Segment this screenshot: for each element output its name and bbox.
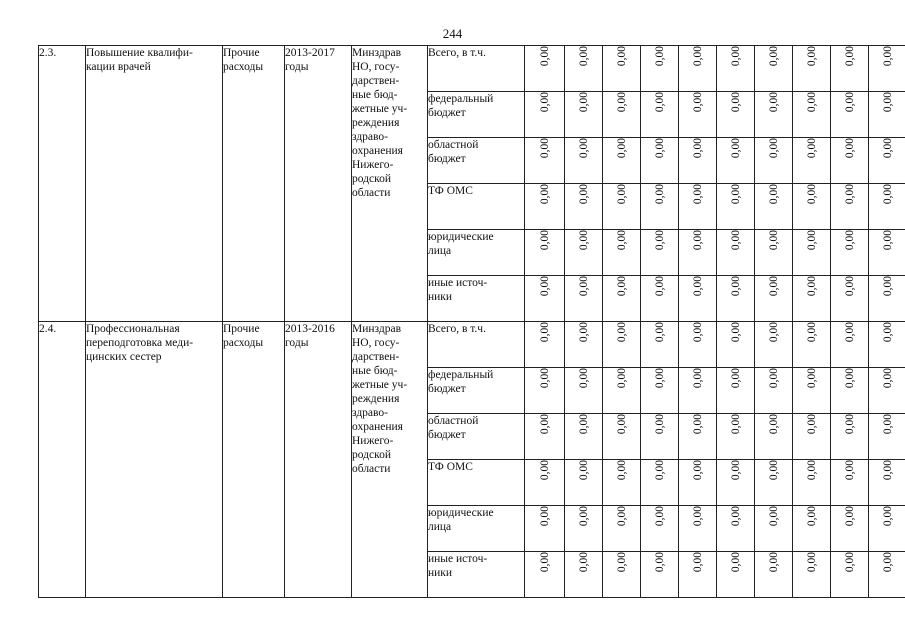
value-cell bbox=[679, 276, 717, 322]
value-text: 0,00 bbox=[577, 92, 590, 113]
value-text: 0,00 bbox=[881, 230, 894, 251]
funding-source: юридические лица bbox=[428, 506, 525, 552]
value-cell bbox=[717, 368, 755, 414]
value-cell bbox=[641, 322, 679, 368]
value-text: 0,00 bbox=[767, 414, 780, 435]
value-text: 0,00 bbox=[691, 322, 704, 343]
value-cell bbox=[641, 552, 679, 598]
value-text: 0,00 bbox=[653, 92, 666, 113]
value-cell bbox=[565, 460, 603, 506]
value-cell bbox=[755, 184, 793, 230]
value-text: 0,00 bbox=[805, 368, 818, 389]
budget-table bbox=[38, 45, 905, 598]
value-text: 0,00 bbox=[691, 184, 704, 205]
value-text: 0,00 bbox=[615, 322, 628, 343]
value-text: 0,00 bbox=[805, 138, 818, 159]
funding-source: ТФ ОМС bbox=[428, 460, 525, 506]
value-text: 0,00 bbox=[615, 506, 628, 527]
value-cell bbox=[831, 506, 869, 552]
value-text: 0,00 bbox=[577, 184, 590, 205]
value-text: 0,00 bbox=[805, 276, 818, 297]
value-text: 0,00 bbox=[691, 552, 704, 573]
value-text: 0,00 bbox=[729, 414, 742, 435]
value-cell bbox=[641, 184, 679, 230]
value-cell bbox=[831, 276, 869, 322]
value-cell bbox=[525, 230, 565, 276]
value-cell bbox=[869, 230, 905, 276]
value-text: 0,00 bbox=[767, 46, 780, 67]
value-cell bbox=[869, 46, 905, 92]
value-cell bbox=[831, 460, 869, 506]
value-text: 0,00 bbox=[577, 506, 590, 527]
value-cell bbox=[565, 552, 603, 598]
value-cell bbox=[755, 460, 793, 506]
value-cell bbox=[755, 506, 793, 552]
expense-type: Прочие расходы bbox=[223, 322, 285, 598]
value-cell bbox=[679, 230, 717, 276]
funding-source: иные источ- ники bbox=[428, 552, 525, 598]
value-cell bbox=[603, 460, 641, 506]
value-text: 0,00 bbox=[805, 460, 818, 481]
value-cell bbox=[755, 276, 793, 322]
value-text: 0,00 bbox=[805, 92, 818, 113]
value-text: 0,00 bbox=[729, 368, 742, 389]
value-cell bbox=[641, 230, 679, 276]
value-cell bbox=[679, 414, 717, 460]
value-text: 0,00 bbox=[767, 460, 780, 481]
funding-source: ТФ ОМС bbox=[428, 184, 525, 230]
value-text: 0,00 bbox=[653, 368, 666, 389]
value-cell bbox=[793, 552, 831, 598]
value-text: 0,00 bbox=[615, 138, 628, 159]
value-cell bbox=[565, 184, 603, 230]
period-years: 2013-2017 годы bbox=[285, 46, 352, 322]
value-cell bbox=[603, 230, 641, 276]
value-cell bbox=[525, 184, 565, 230]
value-cell bbox=[793, 230, 831, 276]
value-cell bbox=[717, 322, 755, 368]
value-cell bbox=[679, 184, 717, 230]
value-cell bbox=[603, 92, 641, 138]
value-cell bbox=[755, 414, 793, 460]
value-text: 0,00 bbox=[729, 276, 742, 297]
value-cell bbox=[525, 276, 565, 322]
value-cell bbox=[525, 414, 565, 460]
value-text: 0,00 bbox=[691, 460, 704, 481]
value-text: 0,00 bbox=[615, 230, 628, 251]
value-cell bbox=[793, 414, 831, 460]
value-text: 0,00 bbox=[881, 322, 894, 343]
value-text: 0,00 bbox=[805, 552, 818, 573]
value-cell bbox=[831, 414, 869, 460]
value-text: 0,00 bbox=[538, 184, 551, 205]
value-text: 0,00 bbox=[577, 368, 590, 389]
funding-source: федеральный бюджет bbox=[428, 92, 525, 138]
value-cell bbox=[679, 460, 717, 506]
value-cell bbox=[565, 322, 603, 368]
value-text: 0,00 bbox=[767, 276, 780, 297]
value-text: 0,00 bbox=[577, 46, 590, 67]
value-text: 0,00 bbox=[843, 322, 856, 343]
value-cell bbox=[641, 138, 679, 184]
value-text: 0,00 bbox=[805, 322, 818, 343]
value-text: 0,00 bbox=[691, 276, 704, 297]
value-text: 0,00 bbox=[577, 552, 590, 573]
value-text: 0,00 bbox=[691, 414, 704, 435]
value-text: 0,00 bbox=[577, 322, 590, 343]
value-text: 0,00 bbox=[843, 460, 856, 481]
value-text: 0,00 bbox=[653, 460, 666, 481]
value-cell bbox=[755, 322, 793, 368]
value-text: 0,00 bbox=[881, 138, 894, 159]
value-cell bbox=[641, 92, 679, 138]
executor: Минздрав НО, госу- дарствен- ные бюд- жетные уч- реждения здраво- охранения Нижего- родской области bbox=[352, 46, 428, 322]
value-text: 0,00 bbox=[843, 138, 856, 159]
value-cell bbox=[717, 138, 755, 184]
value-cell bbox=[603, 276, 641, 322]
value-cell bbox=[603, 414, 641, 460]
value-cell bbox=[869, 92, 905, 138]
value-text: 0,00 bbox=[729, 92, 742, 113]
value-text: 0,00 bbox=[843, 414, 856, 435]
value-text: 0,00 bbox=[538, 92, 551, 113]
value-cell bbox=[755, 368, 793, 414]
value-cell bbox=[717, 506, 755, 552]
value-text: 0,00 bbox=[653, 138, 666, 159]
value-cell bbox=[869, 460, 905, 506]
value-cell bbox=[525, 322, 565, 368]
value-text: 0,00 bbox=[881, 46, 894, 67]
value-text: 0,00 bbox=[691, 230, 704, 251]
value-text: 0,00 bbox=[653, 506, 666, 527]
value-text: 0,00 bbox=[691, 92, 704, 113]
value-text: 0,00 bbox=[729, 322, 742, 343]
value-cell bbox=[793, 92, 831, 138]
value-text: 0,00 bbox=[615, 92, 628, 113]
value-cell bbox=[525, 460, 565, 506]
value-text: 0,00 bbox=[805, 46, 818, 67]
expense-type: Прочие расходы bbox=[223, 46, 285, 322]
value-cell bbox=[717, 460, 755, 506]
value-cell bbox=[755, 552, 793, 598]
value-cell bbox=[793, 322, 831, 368]
table-row bbox=[39, 322, 905, 368]
value-text: 0,00 bbox=[767, 552, 780, 573]
page-number: 244 bbox=[442, 26, 463, 41]
value-text: 0,00 bbox=[615, 368, 628, 389]
value-cell bbox=[565, 92, 603, 138]
value-cell bbox=[831, 230, 869, 276]
value-cell bbox=[679, 92, 717, 138]
value-text: 0,00 bbox=[615, 414, 628, 435]
value-text: 0,00 bbox=[767, 368, 780, 389]
value-cell bbox=[603, 184, 641, 230]
value-text: 0,00 bbox=[767, 506, 780, 527]
value-cell bbox=[717, 230, 755, 276]
funding-source: областной бюджет bbox=[428, 138, 525, 184]
value-cell bbox=[793, 138, 831, 184]
executor: Минздрав НО, госу- дарствен- ные бюд- жетные уч- реждения здраво- охранения Нижего- родской области bbox=[352, 322, 428, 598]
value-text: 0,00 bbox=[843, 506, 856, 527]
value-cell bbox=[525, 506, 565, 552]
funding-source: Всего, в т.ч. bbox=[428, 322, 525, 368]
value-cell bbox=[641, 46, 679, 92]
value-text: 0,00 bbox=[538, 138, 551, 159]
value-cell bbox=[793, 506, 831, 552]
value-cell bbox=[717, 46, 755, 92]
value-text: 0,00 bbox=[538, 506, 551, 527]
value-cell bbox=[793, 184, 831, 230]
value-cell bbox=[869, 506, 905, 552]
value-cell bbox=[717, 552, 755, 598]
funding-source: Всего, в т.ч. bbox=[428, 46, 525, 92]
funding-source: федеральный бюджет bbox=[428, 368, 525, 414]
value-cell bbox=[717, 184, 755, 230]
value-text: 0,00 bbox=[881, 552, 894, 573]
value-text: 0,00 bbox=[653, 552, 666, 573]
value-cell bbox=[641, 368, 679, 414]
value-cell bbox=[869, 138, 905, 184]
value-cell bbox=[869, 368, 905, 414]
value-cell bbox=[679, 322, 717, 368]
value-text: 0,00 bbox=[653, 230, 666, 251]
value-text: 0,00 bbox=[805, 230, 818, 251]
value-cell bbox=[641, 276, 679, 322]
value-cell bbox=[793, 46, 831, 92]
value-text: 0,00 bbox=[843, 552, 856, 573]
value-cell bbox=[565, 506, 603, 552]
value-cell bbox=[679, 368, 717, 414]
value-cell bbox=[755, 138, 793, 184]
value-text: 0,00 bbox=[577, 138, 590, 159]
value-cell bbox=[831, 322, 869, 368]
value-text: 0,00 bbox=[538, 322, 551, 343]
value-cell bbox=[603, 552, 641, 598]
value-text: 0,00 bbox=[729, 46, 742, 67]
value-text: 0,00 bbox=[691, 46, 704, 67]
item-number: 2.3. bbox=[39, 46, 86, 322]
value-cell bbox=[603, 322, 641, 368]
value-text: 0,00 bbox=[653, 46, 666, 67]
value-cell bbox=[603, 138, 641, 184]
value-cell bbox=[565, 230, 603, 276]
value-text: 0,00 bbox=[767, 92, 780, 113]
table-row bbox=[39, 46, 905, 92]
value-text: 0,00 bbox=[538, 414, 551, 435]
value-cell bbox=[831, 138, 869, 184]
value-text: 0,00 bbox=[577, 460, 590, 481]
value-cell bbox=[831, 184, 869, 230]
funding-source: юридические лица bbox=[428, 230, 525, 276]
value-cell bbox=[565, 368, 603, 414]
value-cell bbox=[525, 368, 565, 414]
value-text: 0,00 bbox=[577, 230, 590, 251]
value-text: 0,00 bbox=[538, 230, 551, 251]
value-text: 0,00 bbox=[767, 322, 780, 343]
value-text: 0,00 bbox=[729, 230, 742, 251]
value-text: 0,00 bbox=[729, 138, 742, 159]
value-text: 0,00 bbox=[615, 184, 628, 205]
value-text: 0,00 bbox=[653, 184, 666, 205]
value-cell bbox=[679, 46, 717, 92]
value-cell bbox=[755, 92, 793, 138]
value-cell bbox=[641, 506, 679, 552]
value-cell bbox=[755, 46, 793, 92]
value-cell bbox=[679, 506, 717, 552]
value-cell bbox=[641, 460, 679, 506]
funding-source: иные источ- ники bbox=[428, 276, 525, 322]
value-cell bbox=[869, 414, 905, 460]
value-cell bbox=[869, 276, 905, 322]
value-text: 0,00 bbox=[691, 506, 704, 527]
value-cell bbox=[565, 276, 603, 322]
value-cell bbox=[641, 414, 679, 460]
value-text: 0,00 bbox=[767, 230, 780, 251]
value-text: 0,00 bbox=[767, 184, 780, 205]
value-text: 0,00 bbox=[653, 276, 666, 297]
value-text: 0,00 bbox=[805, 506, 818, 527]
value-text: 0,00 bbox=[881, 184, 894, 205]
value-cell bbox=[717, 92, 755, 138]
value-text: 0,00 bbox=[843, 230, 856, 251]
value-text: 0,00 bbox=[615, 46, 628, 67]
value-cell bbox=[869, 322, 905, 368]
value-cell bbox=[603, 506, 641, 552]
value-text: 0,00 bbox=[729, 552, 742, 573]
value-cell bbox=[869, 184, 905, 230]
value-text: 0,00 bbox=[729, 506, 742, 527]
value-text: 0,00 bbox=[881, 368, 894, 389]
value-cell bbox=[755, 230, 793, 276]
value-text: 0,00 bbox=[843, 276, 856, 297]
value-cell bbox=[831, 552, 869, 598]
value-text: 0,00 bbox=[653, 414, 666, 435]
value-text: 0,00 bbox=[538, 276, 551, 297]
value-text: 0,00 bbox=[729, 460, 742, 481]
value-text: 0,00 bbox=[843, 46, 856, 67]
value-text: 0,00 bbox=[691, 368, 704, 389]
value-text: 0,00 bbox=[881, 506, 894, 527]
value-cell bbox=[831, 92, 869, 138]
value-cell bbox=[717, 414, 755, 460]
value-cell bbox=[831, 368, 869, 414]
value-text: 0,00 bbox=[881, 460, 894, 481]
period-years: 2013-2016 годы bbox=[285, 322, 352, 598]
value-cell bbox=[793, 460, 831, 506]
item-name: Повышение квалифи- кации врачей bbox=[86, 46, 223, 322]
value-cell bbox=[565, 46, 603, 92]
funding-source: областной бюджет bbox=[428, 414, 525, 460]
value-text: 0,00 bbox=[881, 92, 894, 113]
value-text: 0,00 bbox=[538, 460, 551, 481]
value-cell bbox=[869, 552, 905, 598]
value-text: 0,00 bbox=[653, 322, 666, 343]
value-cell bbox=[525, 46, 565, 92]
value-text: 0,00 bbox=[538, 46, 551, 67]
value-text: 0,00 bbox=[615, 552, 628, 573]
value-cell bbox=[679, 552, 717, 598]
value-cell bbox=[793, 368, 831, 414]
value-text: 0,00 bbox=[691, 138, 704, 159]
value-cell bbox=[603, 368, 641, 414]
value-text: 0,00 bbox=[843, 92, 856, 113]
value-text: 0,00 bbox=[805, 184, 818, 205]
value-text: 0,00 bbox=[615, 460, 628, 481]
value-text: 0,00 bbox=[843, 368, 856, 389]
value-cell bbox=[525, 552, 565, 598]
value-cell bbox=[565, 138, 603, 184]
value-text: 0,00 bbox=[577, 276, 590, 297]
value-text: 0,00 bbox=[615, 276, 628, 297]
value-text: 0,00 bbox=[577, 414, 590, 435]
value-text: 0,00 bbox=[881, 414, 894, 435]
value-text: 0,00 bbox=[881, 276, 894, 297]
item-name: Профессиональная переподготовка меди- цинских сестер bbox=[86, 322, 223, 598]
value-text: 0,00 bbox=[538, 552, 551, 573]
value-cell bbox=[793, 276, 831, 322]
value-text: 0,00 bbox=[843, 184, 856, 205]
value-cell bbox=[525, 138, 565, 184]
value-text: 0,00 bbox=[767, 138, 780, 159]
value-text: 0,00 bbox=[538, 368, 551, 389]
item-number: 2.4. bbox=[39, 322, 86, 598]
value-cell bbox=[603, 46, 641, 92]
value-text: 0,00 bbox=[805, 414, 818, 435]
value-cell bbox=[525, 92, 565, 138]
value-cell bbox=[831, 46, 869, 92]
value-cell bbox=[565, 414, 603, 460]
value-cell bbox=[679, 138, 717, 184]
value-cell bbox=[717, 276, 755, 322]
value-text: 0,00 bbox=[729, 184, 742, 205]
